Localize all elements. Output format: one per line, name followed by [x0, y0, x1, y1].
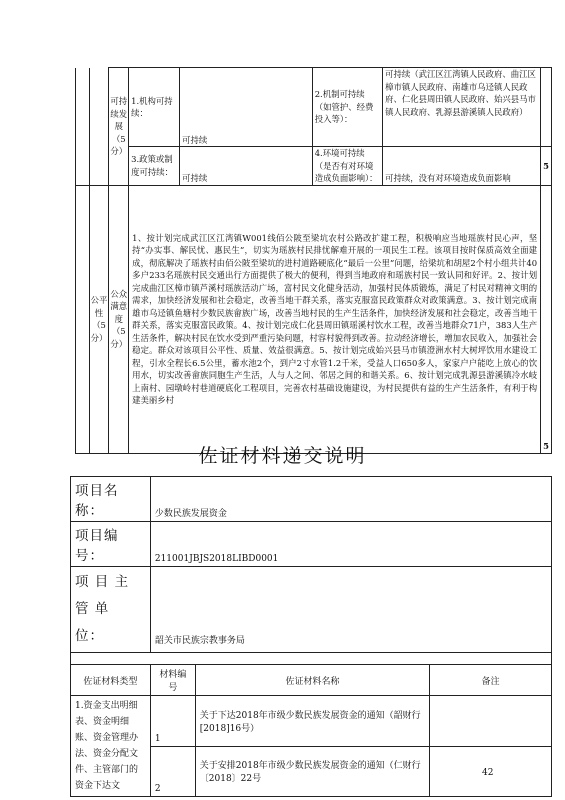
- fairness-description: 1、按计划完成武江区江湾镇W001线佰公陂至梁坑农村公路改扩建工程，积极响应当地瑶族村民心声，坚持“办实事、解民忧、惠民生”，切实为瑶族村民排忧解难开展的一项民生工程。该项目按时保质高效全面建成，彻底解决了瑶族村由佰公陂至梁坑的进村道路硬底化“最后一公里”问题，给梁坑和胡屋2个村小组共计40多户233名瑶族村民交通出行方面提供了极大的便利，得到当地政府和瑶族村民一致认同和好评。2、按计划完成曲江区樟市镇芦溪村瑶族活动广场，富村民文化健身活动，加强村民体质锻炼，满足了村民对精神文明的需求，加快经济发展和社会稳定，改善当地干群关系，落实克服富民政策群众对政策满意。3、按计划完成南雄市乌迳镇鱼塘村少数民族畲族广场，改善当地村民的生产生活条件，加快经济发展和社会稳定，改善当地干群关系，落实克服富民政策。4、按计划完成仁化县周田镇瑶溪村饮水工程，改善当地群众71户，383人生产生活条件，解决村民在饮水受到严重污染问题，村容村貌得到改善。拉动经济增长，增加农民收入，加强社会稳定。群众对该项目公平性、质量、效益很满意。5、按计划完成始兴县马市镇澄洲水村大树坪饮用水建设工程，引水全程长6.5公里，蓄水池2个，到户2寸水管1.2千米，受益人口650多人，家家户户能吃上放心的饮用水，切实改善畲族同胞生产生活，人与人之间、邻居之间的和谐关系。6、按计划完成乳源县游溪镇冷水岐上南村、园墩岭村巷道硬底化工程项目，完善农村基础设施建设，为村民提供有益的生产生活条件，有利于构建美丽乡村: [129, 185, 541, 453]
- header-name: 佐证材料名称: [195, 665, 429, 696]
- policy-value: 可持续: [180, 147, 313, 186]
- mechanism-value: 可持续（武江区江湾镇人民政府、曲江区樟市镇人民政府、南雄市乌迳镇人民政府、仁化县周田镇人民政府、始兴县马市镇人民政府、乳源县游溪镇人民政府）: [383, 68, 541, 147]
- evidence-table: [70, 476, 552, 797]
- project-name: 少数民族发展资金: [150, 477, 551, 522]
- material-type: 1.资金支出明细表、资金明细账、资金管理办法、资金分配文件、主管部门的资金下达文: [71, 696, 151, 797]
- material-no: 1: [150, 696, 195, 747]
- material-name: 关于安排2018年市级少数民族发展资金的通知（仁财行〔2018〕22号: [195, 746, 429, 797]
- sustainability-label: 可持续发展（5分）: [109, 68, 129, 186]
- material-no: 2: [150, 746, 195, 797]
- material-name: 关于下达2018年市级少数民族发展资金的通知（韶财行[2018]16号）: [195, 696, 429, 747]
- section-title: 佐证材料递交说明: [198, 445, 367, 467]
- dept-label-line-1: 项 目 主 管 单: [75, 574, 130, 617]
- mechanism-label: 2.机制可持续（如管护、经费投入等）：: [312, 68, 382, 147]
- environment-label: 4.环境可持续（是否有对环境造成负面影响）：: [312, 147, 382, 186]
- project-name-label: 项目名称：: [71, 477, 151, 522]
- project-no-label: 项目编号：: [71, 522, 151, 567]
- dept-label-line-2: 位：: [75, 628, 104, 644]
- dept-name: 韶关市民族宗教事务局: [150, 567, 551, 653]
- policy-label: 3.政策或制度可持续：: [129, 147, 180, 186]
- institution-value: 可持续: [180, 68, 313, 147]
- header-no: 材料编号: [150, 665, 195, 696]
- evaluation-table: [75, 67, 552, 454]
- institution-label: 1.机构可持续：: [129, 68, 180, 147]
- fairness-score: 5: [541, 185, 552, 453]
- page-number: 42: [482, 768, 494, 778]
- header-remark: 备注: [430, 665, 552, 696]
- project-no: 211001JBJS2018LIBD0001: [150, 522, 551, 567]
- fairness-label: 公平性（5分）: [89, 185, 109, 453]
- dept-label: [71, 567, 151, 653]
- sustainability-score: 5: [541, 147, 552, 186]
- satisfaction-label: 公众满意度（5分）: [109, 185, 129, 453]
- environment-value: 可持续，没有对环境造成负面影响: [383, 147, 541, 186]
- header-type: 佐证材料类型: [71, 665, 151, 696]
